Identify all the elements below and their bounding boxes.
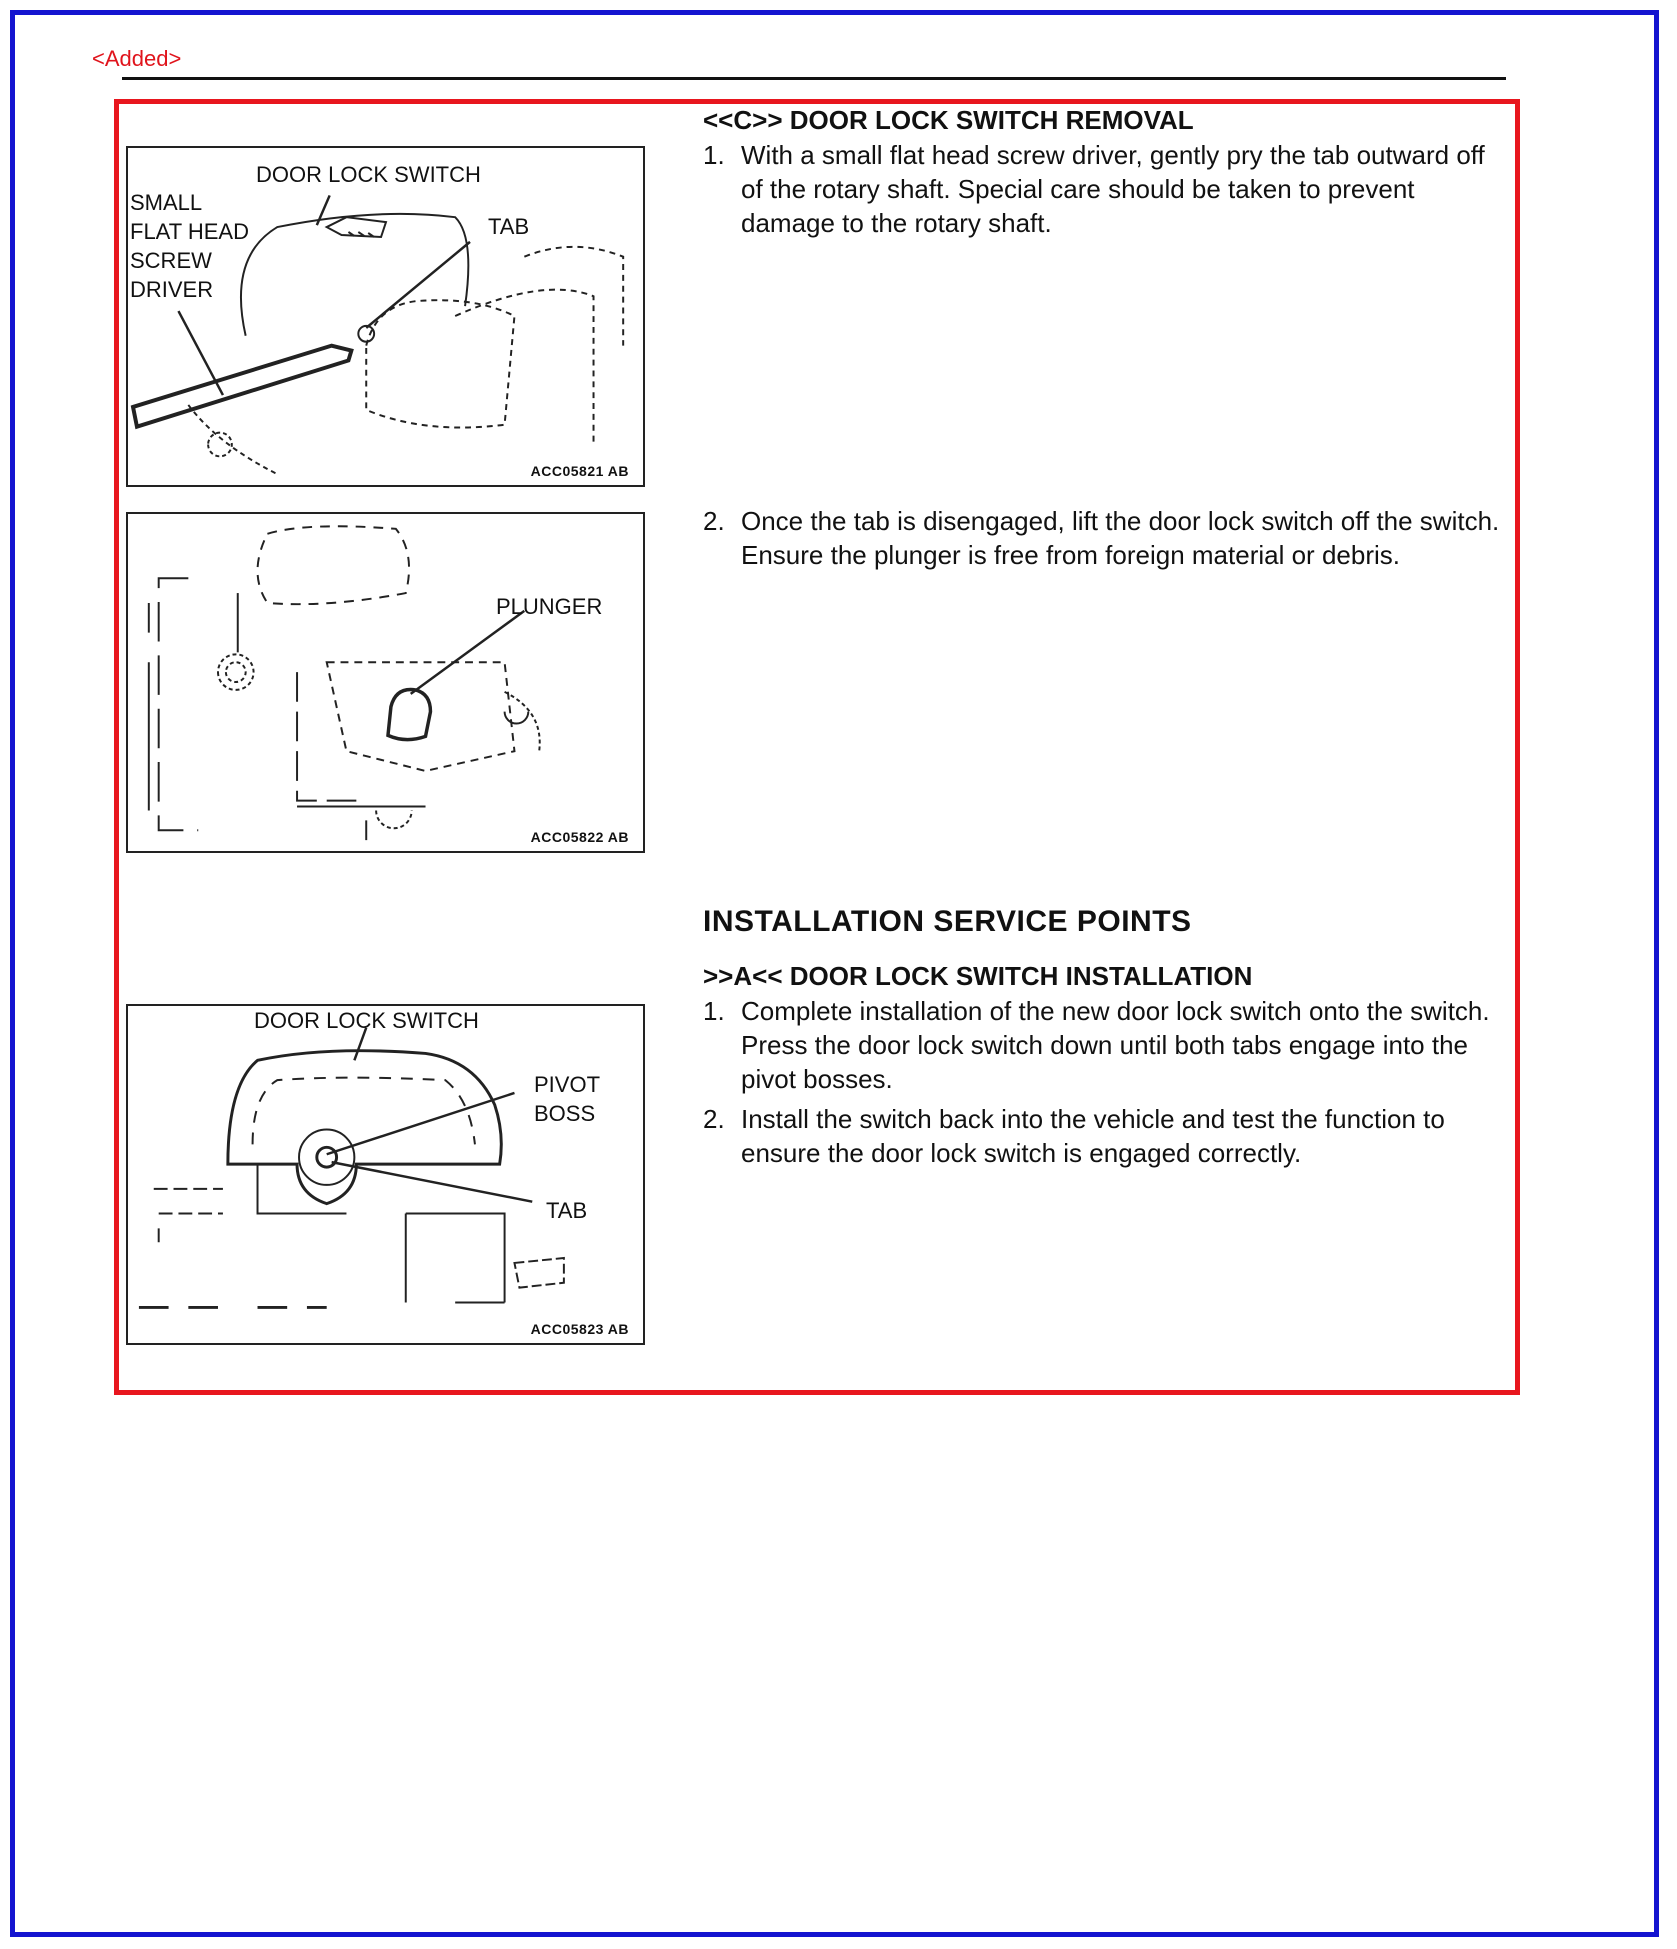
- illustration-pivot-boss: [128, 1006, 643, 1343]
- added-tag: <Added>: [92, 46, 182, 71]
- figure-pivot-boss: [126, 1004, 645, 1345]
- installation-section: [703, 904, 1503, 1176]
- label-screw-driver: SMALL FLAT HEAD SCREW DRIVER: [130, 190, 249, 302]
- figure-pry-tab: [126, 146, 645, 487]
- label-plunger: PLUNGER: [496, 594, 603, 619]
- figure-code: ACC05821 AB: [530, 463, 629, 479]
- figure-code: ACC05823 AB: [530, 1321, 629, 1337]
- label-tab: TAB: [488, 214, 530, 239]
- step-text: Install the switch back into the vehicle and test the function to ensure the door lock switch is engaged correctly.: [741, 1104, 1445, 1168]
- removal-heading: <<C>> DOOR LOCK SWITCH REMOVAL: [703, 105, 1194, 135]
- step-text: Once the tab is disengaged, lift the door lock switch off the switch. Ensure the plunger is free from foreign material or debris.: [741, 506, 1500, 570]
- step-text: With a small flat head screw driver, gently pry the tab outward off of the rotary shaft. Special care should be taken to prevent damage to the rotary shaft.: [741, 140, 1485, 238]
- step-number: 1.: [703, 140, 725, 170]
- figure-code: ACC05822 AB: [530, 829, 629, 845]
- removal-step-2-block: [703, 502, 1503, 578]
- installation-step-2: [703, 1102, 1503, 1170]
- removal-step-2: [703, 504, 1503, 572]
- installation-heading: >>A<< DOOR LOCK SWITCH INSTALLATION: [703, 961, 1253, 991]
- step-number: 2.: [703, 506, 725, 536]
- removal-step-1: [703, 138, 1503, 240]
- step-number: 1.: [703, 996, 725, 1026]
- illustration-plunger: [128, 514, 643, 851]
- header-rule: [122, 77, 1506, 80]
- label-pivot-boss: PIVOT BOSS: [534, 1072, 601, 1126]
- label-tab: TAB: [546, 1198, 588, 1223]
- installation-step-1: [703, 994, 1503, 1096]
- label-door-lock-switch: DOOR LOCK SWITCH: [256, 162, 481, 187]
- installation-section-title: INSTALLATION SERVICE POINTS: [703, 905, 1192, 938]
- step-text: Complete installation of the new door lock switch onto the switch. Press the door lock switch down until both tabs engage into the pivot bosses.: [741, 996, 1490, 1094]
- label-door-lock-switch: DOOR LOCK SWITCH: [254, 1008, 479, 1033]
- removal-section: [703, 104, 1503, 246]
- step-number: 2.: [703, 1104, 725, 1134]
- figure-plunger: [126, 512, 645, 853]
